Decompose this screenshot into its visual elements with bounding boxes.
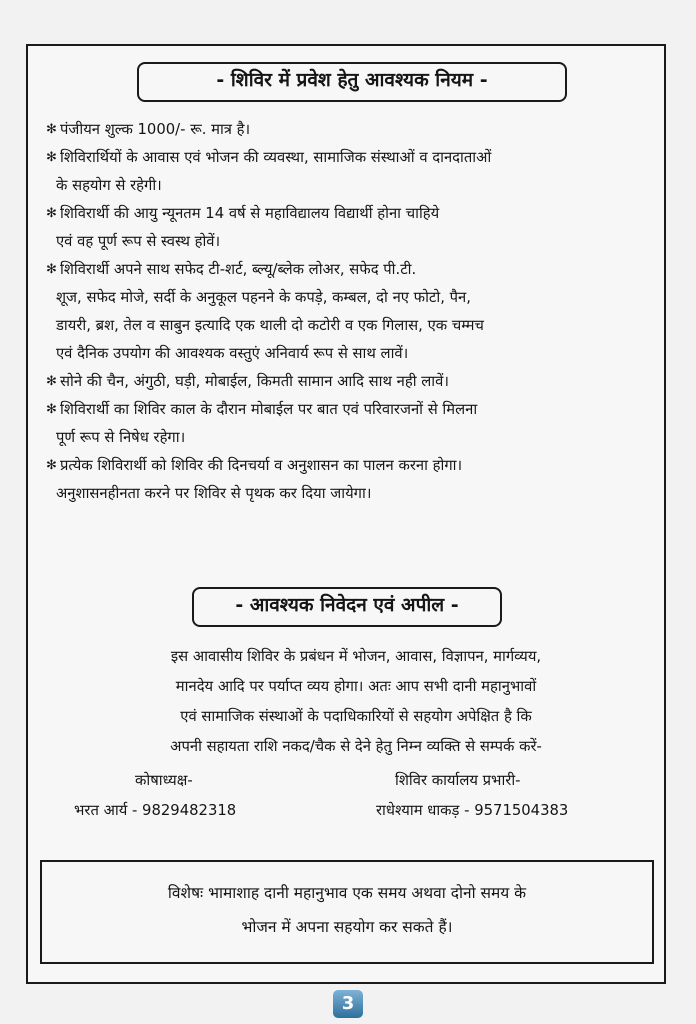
rule-text: शूज, सफेद मोजे, सर्दी के अनुकूल पहनने के कपड़े, कम्बल, दो नए फोटो, पैन, <box>56 289 471 306</box>
rule-text: शिविरार्थियों के आवास एवं भोजन की व्यवस्था, सामाजिक संस्थाओं व दानदाताओं <box>60 149 492 166</box>
rule-text: के सहयोग से रहेगी। <box>56 177 162 194</box>
appeal-text: एवं सामाजिक संस्थाओं के पदाधिकारियों से सहयोग अपेक्षित है कि <box>180 708 532 725</box>
rule-item <box>46 452 658 508</box>
appeal-text: इस आवासीय शिविर के प्रबंधन में भोजन, आवास, विज्ञापन, मार्गव्यय, <box>170 648 542 665</box>
rule-item <box>46 200 658 256</box>
appeal-text: अपनी सहायता राशि नकद/चैक से देने हेतु निम्न व्यक्ति से सम्पर्क करें- <box>170 738 542 755</box>
rule-item <box>46 256 658 368</box>
rule-item <box>46 144 658 200</box>
rule-item <box>46 116 658 144</box>
rules-heading: - शिविर में प्रवेश हेतु आवश्यक नियम - <box>137 62 567 102</box>
rule-text: प्रत्येक शिविरार्थी को शिविर की दिनचर्या व अनुशासन का पालन करना होगा। <box>60 457 463 474</box>
asterisk-icon: ✻ <box>46 374 57 389</box>
rule-item <box>46 396 658 452</box>
special-note <box>40 860 654 964</box>
rule-text: शिविरार्थी की आयु न्यूनतम 14 वर्ष से महाविद्यालय विद्यार्थी होना चाहिये <box>60 205 440 222</box>
rule-item <box>46 368 658 396</box>
rule-text: पंजीयन शुल्क 1000/- रू. मात्र है। <box>60 121 251 138</box>
page-number-badge: 3 <box>333 990 363 1018</box>
asterisk-icon: ✻ <box>46 122 57 137</box>
asterisk-icon: ✻ <box>46 206 57 221</box>
asterisk-icon: ✻ <box>46 458 57 473</box>
rules-list <box>46 116 658 508</box>
rule-text: अनुशासनहीनता करने पर शिविर से पृथक कर दिया जायेगा। <box>56 485 372 502</box>
treasurer-role: कोषाध्यक्ष- <box>135 772 193 789</box>
rule-text: शिविरार्थी अपने साथ सफेद टी-शर्ट, ब्ल्यू/ब्लेक लोअर, सफेद पी.टी. <box>60 261 417 278</box>
asterisk-icon: ✻ <box>46 402 57 417</box>
appeal-text: मानदेय आदि पर पर्याप्त व्यय होगा। अतः आप सभी दानी महानुभावों <box>175 678 537 695</box>
special-note-text: विशेषः भामाशाह दानी महानुभाव एक समय अथवा दोनो समय के <box>167 884 527 902</box>
office-incharge-contact: राधेश्याम धाकड़ - 9571504383 <box>376 802 569 819</box>
rule-text: एवं वह पूर्ण रूप से स्वस्थ होवें। <box>56 233 221 250</box>
office-incharge-role: शिविर कार्यालय प्रभारी- <box>395 772 521 789</box>
contacts <box>60 766 660 836</box>
rule-text: पूर्ण रूप से निषेध रहेगा। <box>56 429 186 446</box>
appeal-heading: - आवश्यक निवेदन एवं अपील - <box>192 587 502 627</box>
rule-text: एवं दैनिक उपयोग की आवश्यक वस्तुएं अनिवार्य रूप से साथ लावें। <box>56 345 409 362</box>
treasurer-contact: भरत आर्य - 9829482318 <box>74 802 237 819</box>
appeal-paragraph <box>60 642 652 762</box>
asterisk-icon: ✻ <box>46 262 57 277</box>
rule-text: डायरी, ब्रश, तेल व साबुन इत्यादि एक थाली दो कटोरी व एक गिलास, एक चम्मच <box>56 317 484 334</box>
special-note-text: भोजन में अपना सहयोग कर सकते हैं। <box>241 918 453 936</box>
rule-text: शिविरार्थी का शिविर काल के दौरान मोबाईल पर बात एवं परिवारजनों से मिलना <box>60 401 478 418</box>
rule-text: सोने की चैन, अंगुठी, घड़ी, मोबाईल, किमती सामान आदि साथ नही लावें। <box>60 373 449 390</box>
asterisk-icon: ✻ <box>46 150 57 165</box>
